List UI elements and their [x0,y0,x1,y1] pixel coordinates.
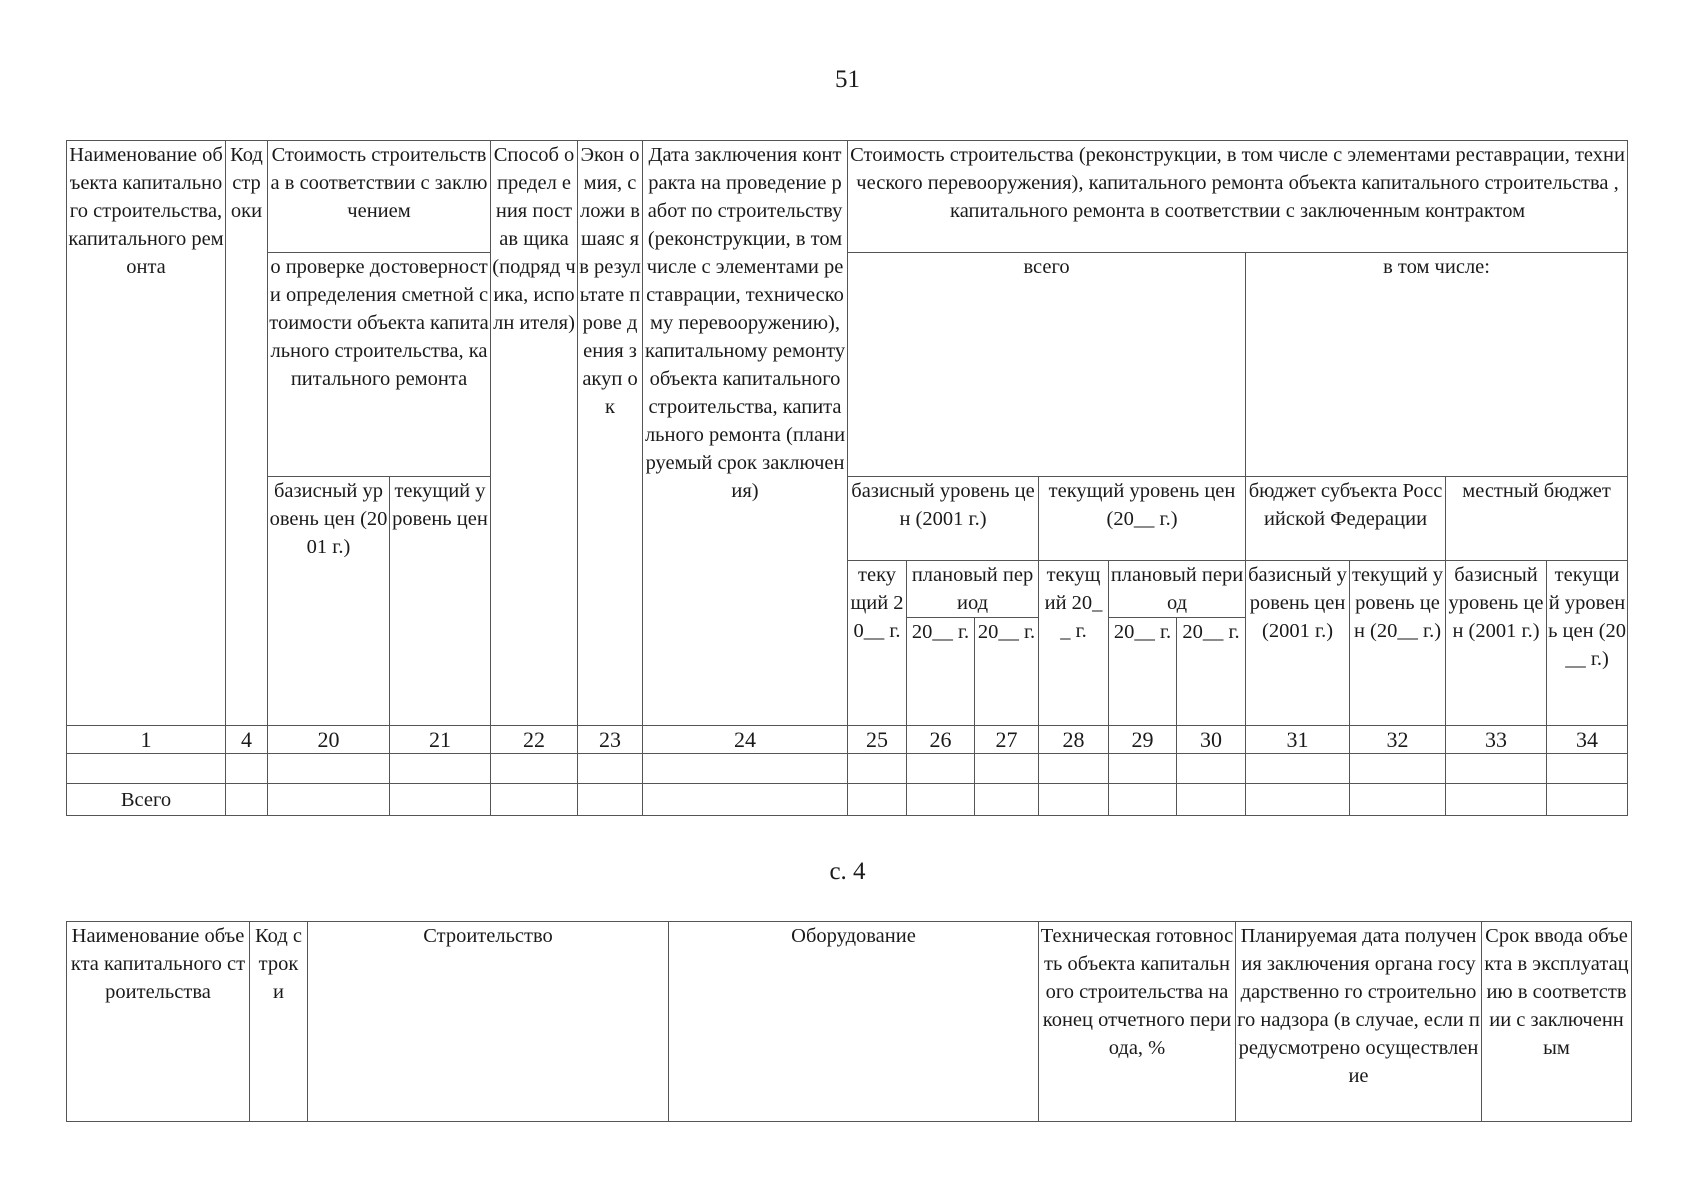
header-including: в том числе: [1246,253,1628,477]
column-number-row [67,726,1628,754]
header-local-current: текущи й уровень цен (20__ г.) [1547,561,1628,726]
header-current-year-a: теку щий 20__ г. [848,561,907,726]
header-regional-base: базисный уровень цен (2001 г.) [1246,561,1350,726]
header-regional-budget: бюджет субъекта Российской Федерации [1246,477,1446,561]
construction-cost-table [66,140,1628,816]
column-number: 24 [643,726,848,754]
header-year-27: 20__ г. [975,618,1039,726]
header-contract-date: Дата заключения контракта на проведение работ по строительству (реконструкции, в том числе с элементами реставрации, техническому перевооружению), капитальному ремонту объекта капитального строительства, капитального ремонта (планируемый срок заключения) [643,141,848,726]
column-number: 34 [1547,726,1628,754]
header-base-level-2001: базисный уровень цен (2001 г.) [848,477,1039,561]
column-number: 27 [975,726,1039,754]
header-planned-period-b: плановый период [1109,561,1246,618]
header-year-29: 20__ г. [1109,618,1177,726]
total-label: Всего [67,784,226,816]
column-number: 4 [226,726,268,754]
column-number: 31 [1246,726,1350,754]
column-number: 32 [1350,726,1446,754]
header-total: всего [848,253,1246,477]
column-number: 23 [578,726,643,754]
header-row-code: Код стр оки [226,141,268,726]
column-number: 1 [67,726,226,754]
header-commissioning-term: Срок ввода объекта в эксплуатацию в соответствии с заключенным [1482,922,1632,1122]
header-technical-readiness: Техническая готовность объекта капитального строительства на конец отчетного периода, % [1039,922,1236,1122]
header-current-level: текущий уровень цен (20__ г.) [1039,477,1246,561]
header-base-prices-2001: базисный уровень цен (2001 г.) [268,477,390,726]
column-number: 29 [1109,726,1177,754]
section-label: с. 4 [829,858,866,885]
header-cost-by-conclusion: Стоимость строительства в соответствии с заключением [268,141,491,253]
column-number: 30 [1177,726,1246,754]
header-year-26: 20__ г. [907,618,975,726]
header-year-30: 20__ г. [1177,618,1246,726]
header-planned-period-a: плановый период [907,561,1039,618]
header-supplier-method: Способ определ ения постав щика (подряд чика, исполн ителя) [491,141,578,726]
column-number: 25 [848,726,907,754]
header-row-code-2: Код строк и [250,922,308,1122]
column-number: 22 [491,726,578,754]
table-row-total [67,784,1628,816]
column-number: 20 [268,726,390,754]
header-procurement-economy: Экон омия, сложи вшаяс я в резул ьтате прове дения закуп ок [578,141,643,726]
header-construction: Строительство [308,922,669,1122]
header-regional-current: текущий уровень цен (20__ г.) [1350,561,1446,726]
header-local-budget: местный бюджет [1446,477,1628,561]
table-row-empty [67,754,1628,784]
header-local-base: базисный уровень цен (2001 г.) [1446,561,1547,726]
header-current-year-b: текущ ий 20__ г. [1039,561,1109,726]
header-object-name-2: Наименование объекта капитального строительства [67,922,250,1122]
page-number: 51 [835,66,860,93]
header-contract-cost: Стоимость строительства (реконструкции, в том числе с элементами реставрации, технического перевооружения), капитального ремонта объекта капитального строительства , капитального ремонта в соответствии с заключенным контрактом [848,141,1628,253]
header-object-name: Наименование объекта капитального строительства, капитального ремонта [67,141,226,726]
column-number: 33 [1446,726,1547,754]
header-planned-conclusion-date: Планируемая дата получения заключения органа государственно го строительного надзора (в случае, если предусмотрено осуществление [1236,922,1482,1122]
object-readiness-table [66,921,1632,1122]
column-number: 26 [907,726,975,754]
header-estimate-check: о проверке достоверности определения сметной стоимости объекта капитального строительства, капитального ремонта [268,253,491,477]
header-current-prices: текущий уровень цен [390,477,491,726]
column-number: 21 [390,726,491,754]
header-equipment: Оборудование [669,922,1039,1122]
column-number: 28 [1039,726,1109,754]
